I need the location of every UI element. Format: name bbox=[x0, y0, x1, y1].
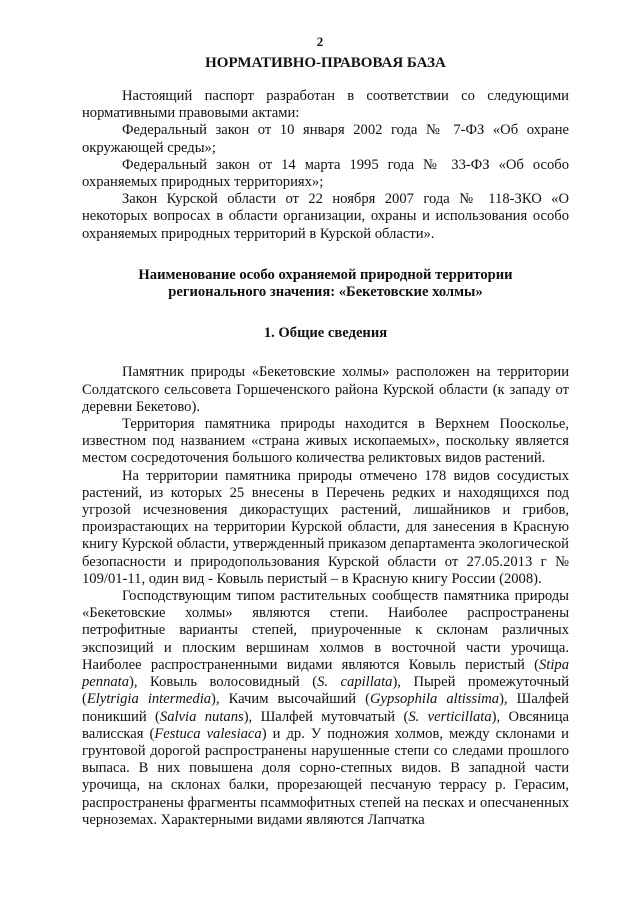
latin-name: Festuca valesiaca bbox=[154, 725, 262, 742]
latin-name: Salvia nutans bbox=[159, 708, 244, 725]
latin-name: Gypsophila altissima bbox=[370, 691, 500, 708]
page-number: 2 bbox=[316, 34, 324, 49]
text-span: ) и др. У подножия холмов, между склонами и грунтовой дорогой распространены нарушенные степи со следами прошлого выпаса. В них повышена доля сорно-степных видов. В западной части урочища, на склонах балки, прорезающей песчаную террасу р. Герасим, распространены фрагменты псаммофитных степей на песках и опесчаненных черноземах. Характерными видами являются Лапчатка bbox=[82, 725, 569, 828]
text-span: ), Пырей промежуточный ( bbox=[82, 674, 570, 708]
paragraph-species-count: На территории памятника природы отмечено 178 видов сосудистых растений, из которых 25 внесены в Перечень редких и находящихся под угрозой исчезновения дикорастущих растений, лишайников и грибов, произрастающих на территории Курской области, для занесения в Красную книгу Курской области, утвержденный приказом департамента экологической безопасности и природопользования Курской области от 27.05.2013 г № 109/01-11, один вид - Ковыль перистый – в Красную книгу России (2008). bbox=[82, 467, 569, 587]
text-span: ), Качим высочайший ( bbox=[211, 691, 370, 708]
latin-name: Elytrigia intermedia bbox=[86, 691, 212, 708]
territory-title-line: Наименование особо охраняемой природной территории bbox=[138, 266, 513, 283]
text-span: Господствующим типом растительных сообществ памятника природы «Бекетовские холмы» являются степи. Наиболее распространены петрофитные варианты степей, приуроченные к склонам различных экспозиций и плоским вершинам холмов в восточной части урочища. Наиболее распространенными видами являются Ковыль перистый ( bbox=[82, 588, 569, 673]
territory-title bbox=[82, 267, 569, 301]
legal-basis-intro: Настоящий паспорт разработан в соответствии со следующими нормативными правовыми актами: bbox=[82, 88, 569, 122]
document-body bbox=[82, 54, 569, 829]
legal-basis-item: Федеральный закон от 14 марта 1995 года № 33-ФЗ «Об особо охраняемых природных территориях»; bbox=[82, 156, 569, 191]
paragraph-location: Памятник природы «Бекетовские холмы» расположен на территории Солдатского сельсовета Горшеченского района Курской области (к западу от деревни Бекетово). bbox=[82, 364, 569, 415]
legal-basis-item: Закон Курской области от 22 ноября 2007 года № 118-ЗКО «О некоторых вопросах в области организации, охраны и использования особо охраняемых природных территорий в Курской области». bbox=[82, 191, 569, 242]
latin-name: Stipa pennata bbox=[82, 656, 569, 691]
main-heading: НОРМАТИВНО-ПРАВОВАЯ БАЗА bbox=[205, 55, 446, 71]
text-span: ), Овсяница валисская ( bbox=[82, 708, 569, 742]
text-span: ), Шалфей поникший ( bbox=[82, 691, 569, 725]
latin-name: S. verticillata bbox=[408, 708, 492, 725]
text-span: ), Ковыль волосовидный ( bbox=[129, 674, 318, 691]
paragraph-relict-species: Территория памятника природы находится в Верхнем Поосколье, известном под названием «страна живых ископаемых», поскольку является местом сосредоточения большого количества реликтовых видов растений. bbox=[82, 416, 569, 467]
paragraph-vegetation bbox=[82, 588, 569, 829]
territory-title-line: регионального значения: «Бекетовские холмы» bbox=[168, 284, 483, 301]
text-span: ), Шалфей мутовчатый ( bbox=[243, 708, 409, 725]
legal-basis-item: Федеральный закон от 10 января 2002 года № 7-ФЗ «Об охране окружающей среды»; bbox=[82, 122, 569, 156]
latin-name: S. capillata bbox=[317, 674, 393, 691]
section-title: 1. Общие сведения bbox=[263, 325, 388, 342]
